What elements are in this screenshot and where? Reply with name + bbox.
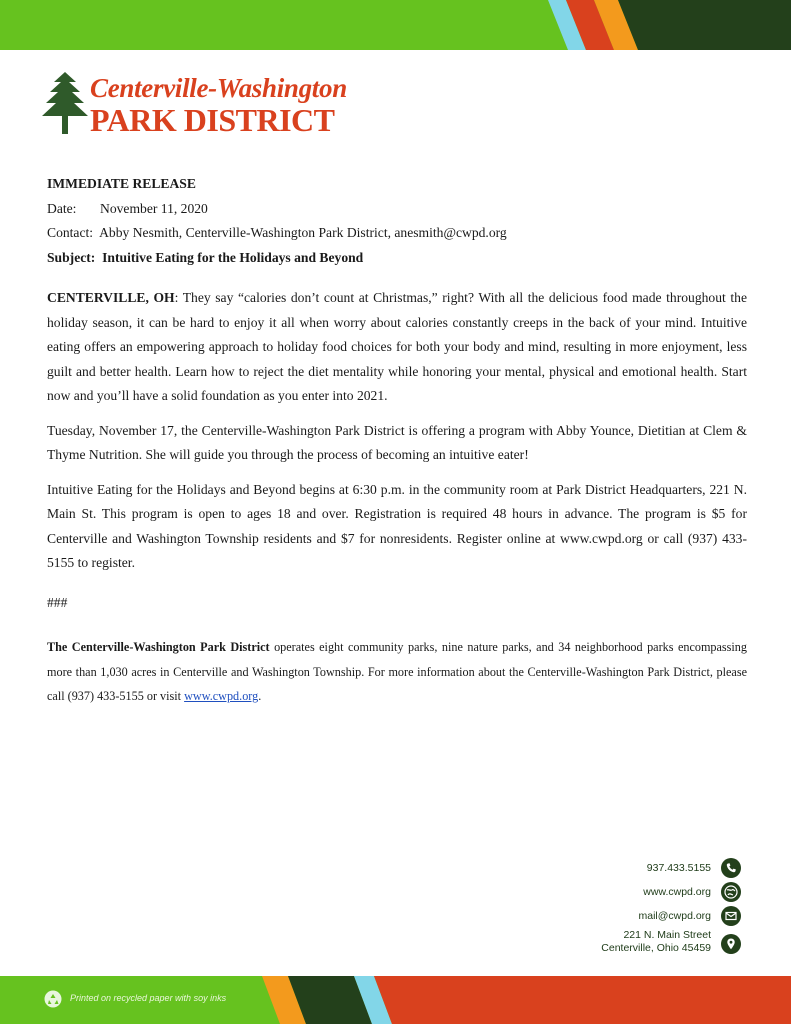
release-heading: IMMEDIATE RELEASE (47, 176, 196, 191)
address-line-2: Centerville, Ohio 45459 (601, 942, 711, 954)
paragraph-1-text: : They say “calories don’t count at Christmas,” right? With all the delicious food made throughout the holiday season, it can be hard to enjoy it all when worry about calories constantly creeps in the back of your mind. Intuitive eating offers an empowering approach to holiday food choices for both your body and mind, resulting in more enjoyment, less guilt and better health. Learn how to reject the diet mentality while honoring your mental, physical and emotional health. Start now and you’ll have a solid foundation as you enter into 2021. (47, 290, 747, 403)
body-paragraph-3: Intuitive Eating for the Holidays and Beyond begins at 6:30 p.m. in the community room at Park District Headquarters, 221 N. Main St. This program is open to ages 18 and over. Registration is required 48 hours in advance. The program is $5 for Centerville and Washington Township residents and $7 for nonresidents. Register online at www.cwpd.org or call (937) 433-5155 to register. (47, 481, 747, 570)
location-pin-icon (721, 934, 741, 954)
about-org-name: The Centerville-Washington Park District (47, 640, 270, 654)
mail-icon (721, 906, 741, 926)
contact-label: Contact: (47, 225, 94, 240)
body-paragraph-2: Tuesday, November 17, the Centerville-Washington Park District is offering a program with Abby Younce, Dietitian at Clem & Thyme Nutrition. She will guide you through the process of becoming an intuitive eater! (47, 422, 747, 462)
about-tail: . (258, 689, 262, 703)
date-label: Date: (47, 200, 77, 216)
top-color-band (0, 0, 791, 50)
website-text[interactable]: www.cwpd.org (643, 886, 711, 898)
recycle-icon (44, 990, 62, 1008)
address-row (521, 928, 741, 963)
contact-value: Abby Nesmith, Centerville-Washington Park District, anesmith@cwpd.org (99, 225, 507, 240)
email-row (521, 904, 741, 928)
phone-number: 937.433.5155 (646, 862, 711, 874)
date-value: November 11, 2020 (100, 200, 208, 216)
about-text: operates eight community parks, nine nature parks, and 34 neighborhood parks encompassing more than 1,030 acres in Centerville and Washington Township. For more information about the Centerville-Washington Park District, please call (937) 433-5155 or visit (47, 640, 747, 703)
body-paragraph-1 (47, 286, 747, 409)
website-row (521, 880, 741, 904)
release-date-line (47, 197, 747, 222)
logo-name-line1: Centerville-Washington (90, 73, 347, 103)
globe-icon (721, 882, 741, 902)
recycled-paper-note: Printed on recycled paper with soy inks (70, 993, 227, 1003)
release-contact-line (47, 221, 747, 246)
address-line-1: 221 N. Main Street (623, 929, 711, 941)
end-mark: ### (47, 594, 68, 610)
release-subject-line (47, 246, 747, 271)
phone-row (521, 856, 741, 880)
website-link[interactable]: www.cwpd.org (184, 689, 259, 703)
footer-contact-block (521, 856, 741, 963)
subject-value: Intuitive Eating for the Holidays and Beyond (102, 249, 364, 265)
logo-name-line2: PARK DISTRICT (90, 102, 335, 138)
tree-logo-icon (42, 72, 88, 134)
phone-icon (721, 858, 741, 878)
about-paragraph (47, 635, 747, 709)
press-release-body (47, 172, 747, 709)
email-text[interactable]: mail@cwpd.org (638, 910, 711, 922)
dateline: CENTERVILLE, OH (47, 290, 175, 305)
park-district-logo (42, 72, 382, 138)
subject-label: Subject: (47, 249, 96, 265)
